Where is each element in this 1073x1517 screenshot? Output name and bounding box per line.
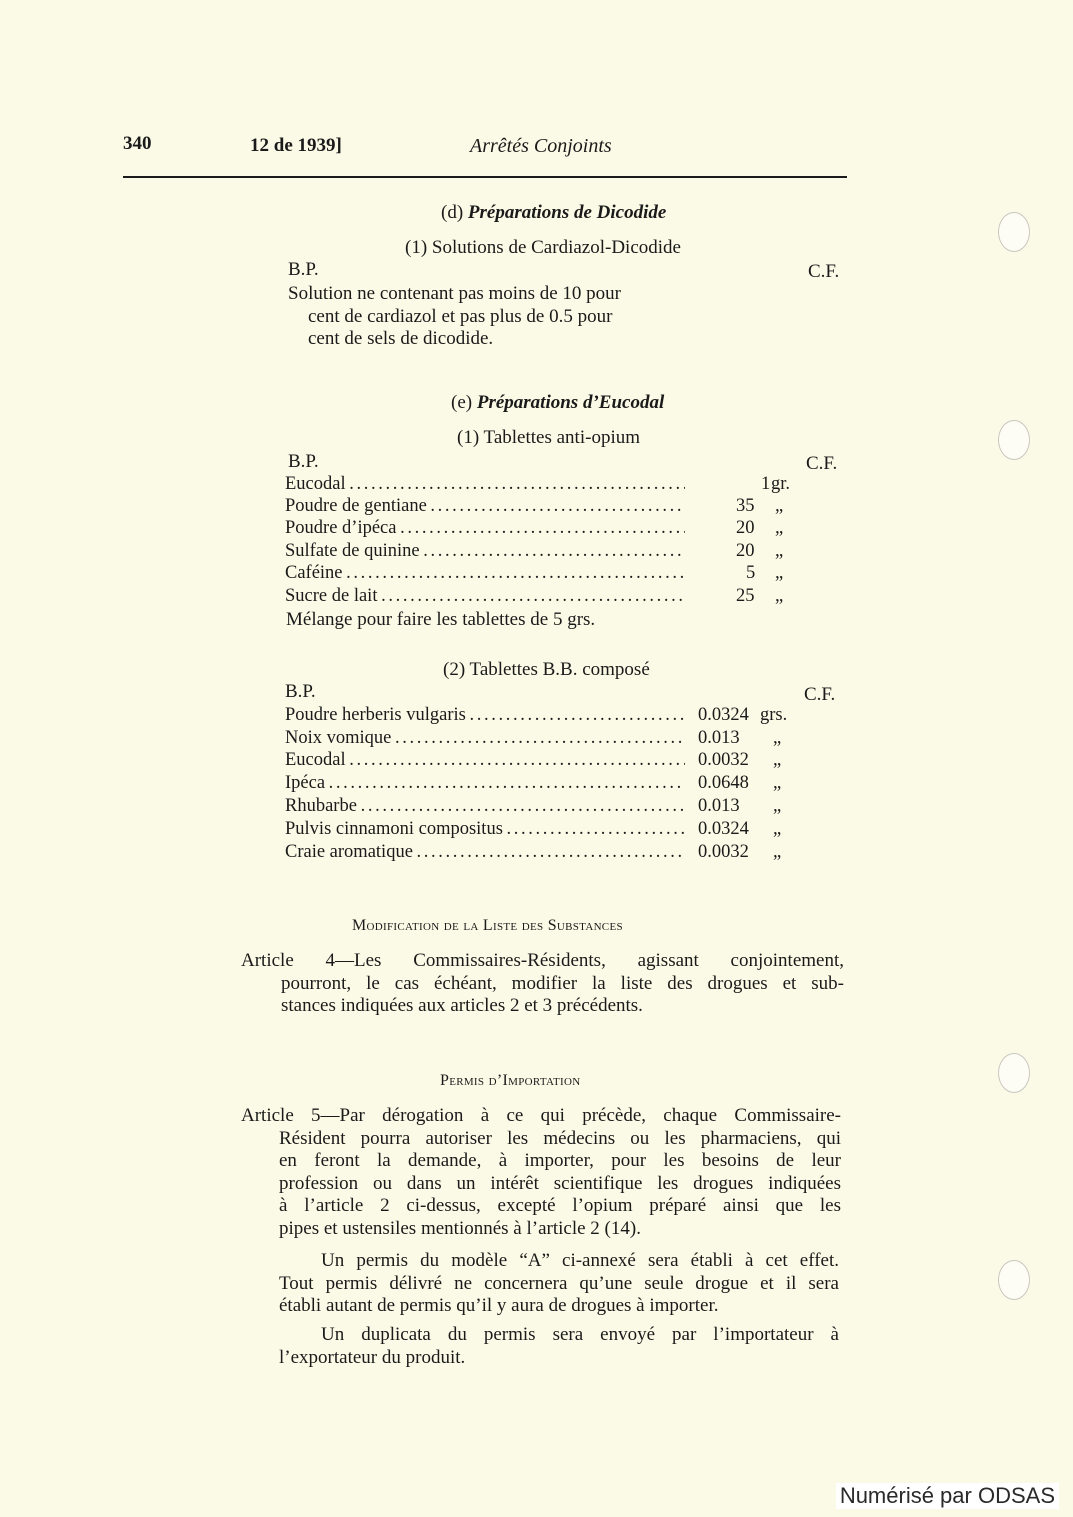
ingredient-unit: „ [773, 796, 782, 816]
article-5-paragraph-2 [279, 1250, 839, 1318]
article-5-text [241, 1105, 841, 1240]
ingredient-qty: 20 [736, 541, 755, 561]
ingredient-name: Poudre de gentiane . . . [285, 496, 685, 517]
ingredient-qty: 0.0324 [698, 819, 749, 839]
ingredient-qty: 1 [761, 474, 771, 494]
section-d-bp: B.P. [288, 259, 319, 280]
ingredient-qty: 0.0324 [698, 705, 749, 725]
section-d-title: Préparations de Dicodide [467, 202, 667, 223]
ingredient-name: Pulvis cinnamoni compositus . . . [285, 819, 685, 840]
ingredient-qty: 25 [736, 586, 755, 606]
section-d-prefix: (d) [441, 202, 464, 223]
page-number: 340 [123, 133, 152, 154]
article-5-line: profession ou dans un intérêt scientifique les drogues indiquées [279, 1172, 841, 1194]
ingredient-unit: „ [773, 773, 782, 793]
header-rule [123, 176, 847, 178]
ingredient-qty: 0.0032 [698, 842, 749, 862]
binder-hole [998, 420, 1030, 460]
article-4-text [241, 950, 844, 1018]
article-5-line: Résident pourra autoriser les médecins ou les pharmaciens, qui [279, 1127, 841, 1149]
ingredient-qty: 0.0032 [698, 750, 749, 770]
article-4-heading: Modification de la Liste des Substances [352, 917, 623, 934]
digitization-watermark: Numérisé par ODSAS [836, 1483, 1059, 1509]
section-e-prefix: (e) [451, 392, 473, 413]
article-5-p2-line: établi autant de permis qu’il y aura de drogues à importer. [279, 1295, 719, 1316]
section-e2-bp: B.P. [285, 681, 316, 702]
ingredient-unit: „ [773, 750, 782, 770]
ingredient-qty: 0.013 [698, 796, 740, 816]
article-5-p2-line: Tout permis délivré ne concernera qu’une seule drogue et il sera [279, 1272, 839, 1294]
binder-hole [998, 1053, 1030, 1093]
ingredient-name: Rhubarbe . . . [285, 796, 685, 817]
ingredient-qty: 0.0648 [698, 773, 749, 793]
ingredient-row [285, 518, 805, 541]
article-5-paragraph-3 [279, 1324, 839, 1369]
section-e2-subheading: (2) Tablettes B.B. composé [443, 659, 650, 680]
article-5-heading: Permis d’Importation [440, 1072, 581, 1089]
article-5-line: Article 5—Par dérogation à ce qui précède, chaque Commissaire- [241, 1105, 841, 1126]
ingredient-name: Craie aromatique . . . [285, 842, 685, 863]
ingredient-row [285, 496, 805, 519]
ingredient-unit: „ [775, 586, 784, 606]
ingredient-unit: „ [773, 819, 782, 839]
section-d-line-3: cent de sels de dicodide. [308, 328, 494, 349]
ingredient-name: Sulfate de quinine . . . [285, 541, 685, 562]
ingredient-row [285, 586, 805, 609]
article-4-line: pourront, le cas échéant, modifier la liste des drogues et sub- [281, 972, 844, 994]
section-e2-cf: C.F. [804, 684, 836, 705]
binder-hole [998, 212, 1030, 252]
ingredient-unit: „ [773, 728, 782, 748]
ingredient-row [285, 842, 805, 865]
ingredient-row [285, 728, 805, 751]
ingredient-row [285, 705, 805, 728]
ingredient-unit: „ [775, 518, 784, 538]
ingredient-name: Poudre d’ipéca . . . [285, 518, 685, 539]
ingredient-unit: „ [775, 541, 784, 561]
header-date: 12 de 1939] [250, 135, 342, 156]
section-e-bp: B.P. [288, 451, 319, 472]
section-d-line-1: Solution ne contenant pas moins de 10 pour [288, 283, 621, 304]
section-e-footer: Mélange pour faire les tablettes de 5 grs. [286, 609, 596, 630]
ingredient-unit: „ [775, 563, 784, 583]
ingredient-row [285, 563, 805, 586]
ingredient-unit: gr. [771, 474, 791, 494]
section-d-cf: C.F. [808, 261, 840, 282]
ingredient-row [285, 819, 805, 842]
ingredient-row [285, 541, 805, 564]
ingredient-qty: 0.013 [698, 728, 740, 748]
ingredient-row [285, 773, 805, 796]
ingredient-qty: 35 [736, 496, 755, 516]
ingredient-name: Sucre de lait . . . [285, 586, 685, 607]
section-e-title: Préparations d’Eucodal [476, 392, 665, 413]
header-title: Arrêtés Conjoints [470, 135, 612, 157]
article-4-line: Article 4—Les Commissaires-Résidents, agissant conjointement, [241, 950, 844, 971]
section-d-subheading: (1) Solutions de Cardiazol-Dicodide [405, 237, 681, 258]
ingredient-row [285, 474, 805, 497]
article-5-p3-line: l’exportateur du produit. [279, 1346, 466, 1368]
binder-hole [998, 1260, 1030, 1300]
ingredient-name: Eucodal . . . [285, 474, 685, 495]
ingredient-name: Noix vomique . . . [285, 728, 685, 749]
section-e-subheading: (1) Tablettes anti-opium [457, 427, 640, 448]
section-e-cf: C.F. [806, 453, 838, 474]
ingredient-name: Caféine . . . [285, 563, 685, 584]
ingredient-name: Eucodal . . . [285, 750, 685, 771]
ingredient-unit: grs. [760, 705, 788, 725]
article-5-p3-line: Un duplicata du permis sera envoyé par l’importateur à [321, 1324, 839, 1345]
article-5-line: à l’article 2 ci-dessus, excepté l’opium préparé ainsi que les [279, 1195, 841, 1216]
article-5-line: pipes et ustensiles mentionnés à l’article 2 (14). [279, 1217, 641, 1239]
section-d-line-2: cent de cardiazol et pas plus de 0.5 pour [308, 306, 613, 327]
ingredient-qty: 20 [736, 518, 755, 538]
section-d-heading [441, 202, 666, 224]
ingredient-qty: 5 [746, 563, 756, 583]
article-4-line: stances indiquées aux articles 2 et 3 précédents. [281, 995, 643, 1016]
article-5-line: en feront la demande, à importer, pour les besoins de leur [279, 1150, 841, 1171]
ingredient-unit: „ [775, 496, 784, 516]
ingredient-name: Poudre herberis vulgaris . . . [285, 705, 685, 726]
ingredient-name: Ipéca . . . [285, 773, 685, 794]
ingredient-row [285, 796, 805, 819]
section-e-heading [451, 392, 664, 414]
ingredient-row [285, 750, 805, 773]
article-5-p2-line: Un permis du modèle “A” ci-annexé sera établi à cet effet. [321, 1250, 839, 1271]
ingredient-unit: „ [773, 842, 782, 862]
